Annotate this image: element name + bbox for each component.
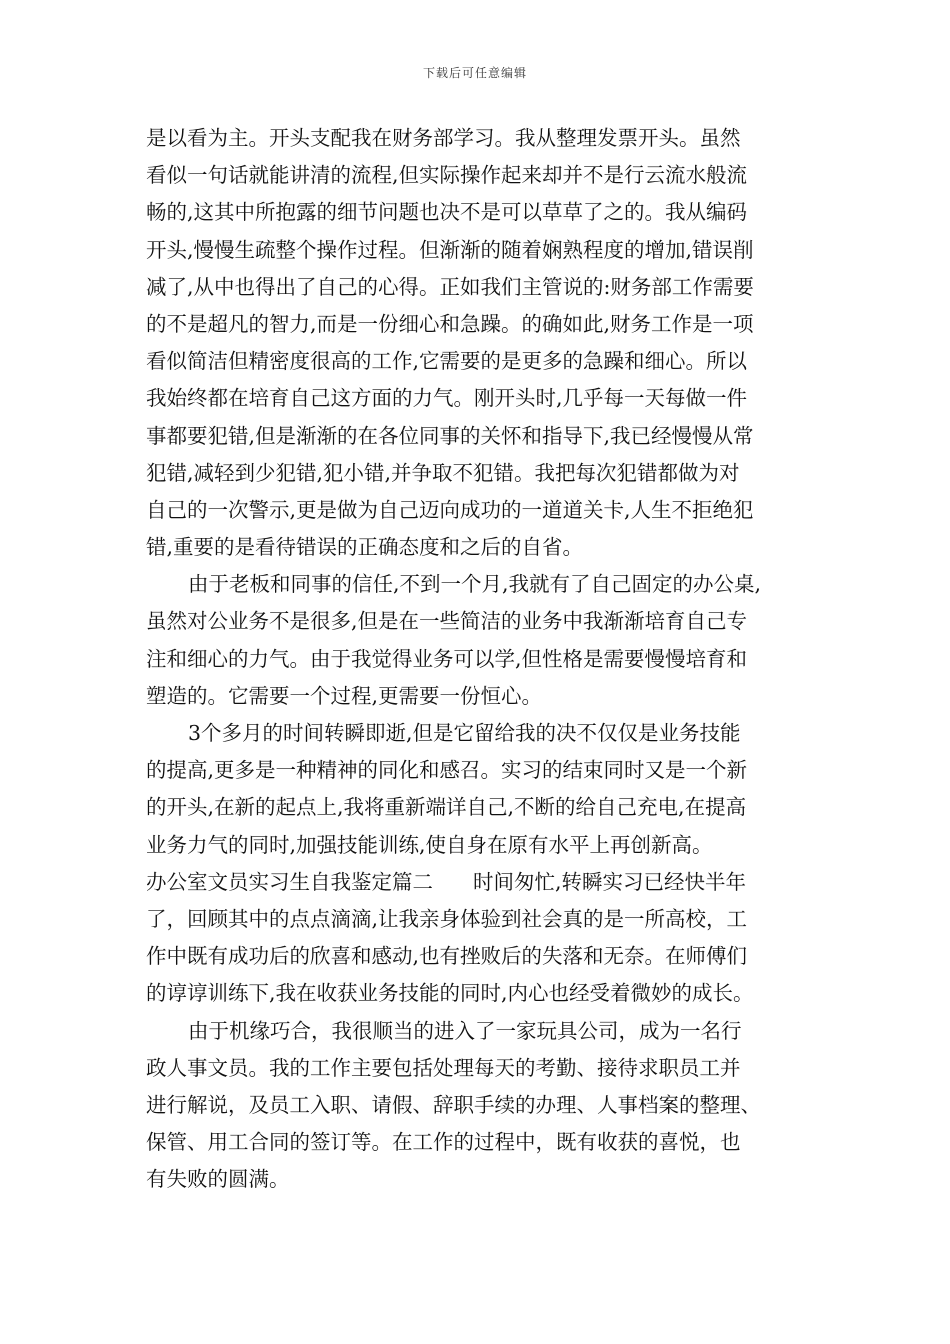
- text-line: 犯错,减轻到少犯错,犯小错,并争取不犯错。我把每次犯错都做为对: [146, 460, 740, 485]
- text-line: 注和细心的力气。由于我觉得业务可以学,但性格是需要慢慢培育和: [146, 646, 748, 671]
- text-line: 政人事文员。我的工作主要包括处理每天的考勤、接待求职员工并: [146, 1055, 741, 1080]
- text-line: 畅的,这其中所抱露的细节问题也决不是可以草草了之的。我从编码: [146, 200, 748, 225]
- text-line: 保管、用工合同的签订等。在工作的过程中，既有收获的喜悦，也: [146, 1130, 741, 1155]
- text-line: 的不是超凡的智力,而是一份细心和急躁。的确如此,财务工作是一项: [146, 311, 754, 336]
- text-line: 的谆谆训练下,我在收获业务技能的同时,内心也经受着微妙的成长。: [146, 981, 754, 1006]
- text-line: 由于老板和同事的信任,不到一个月,我就有了自己固定的办公桌,: [188, 572, 762, 597]
- paragraph-block-1: [146, 120, 806, 864]
- text-line: 自己的一次警示,更是做为自己迈向成功的一道道关卡,人生不拒绝犯: [146, 497, 754, 522]
- text-line: 减了,从中也得出了自己的心得。正如我们主管说的:财务部工作需要: [146, 274, 754, 299]
- text-line: 的开头,在新的起点上,我将重新端详自己,不断的给自己充电,在提高: [146, 795, 747, 820]
- text-line: 进行解说，及员工入职、请假、辞职手续的办理、人事档案的整理、: [146, 1092, 761, 1117]
- section-heading-line: [146, 864, 806, 901]
- text-line: 业务力气的同时,加强技能训练,使自身在原有水平上再创新高。: [146, 832, 713, 857]
- text-line: 开头,慢慢生疏整个操作过程。但渐渐的随着娴熟程度的增加,错误削: [146, 237, 754, 262]
- text-line: 看似简洁但精密度很高的工作,它需要的是更多的急躁和细心。所以: [146, 349, 748, 374]
- text-line: 3个多月的时间转瞬即逝,但是它留给我的决不仅仅是业务技能: [188, 721, 741, 745]
- text-line: 虽然对公业务不是很多,但是在一些简洁的业务中我渐渐培育自己专: [146, 609, 748, 634]
- page-header-note: 下载后可任意编辑: [422, 66, 527, 80]
- text-line: 了，回顾其中的点点滴滴,让我亲身体验到社会真的是一所高校，工: [146, 906, 748, 931]
- text-line: 看似一句话就能讲清的流程,但实际操作起来却并不是行云流水般流: [146, 163, 748, 188]
- section-first-line: 时间匆忙,转瞬实习已经快半年: [473, 869, 747, 894]
- text-line: 塑造的。它需要一个过程,更需要一份恒心。: [146, 683, 543, 708]
- text-line: 作中既有成功后的欣喜和感动,也有挫败后的失落和无奈。在师傅们: [146, 944, 748, 969]
- text-line: 事都要犯错,但是渐渐的在各位同事的关怀和指导下,我已经慢慢从常: [146, 423, 754, 448]
- text-line: 的提高,更多是一种精神的同化和感召。实习的结束同时又是一个新: [146, 758, 748, 783]
- text-line: 错,重要的是看待错误的正确态度和之后的自省。: [146, 535, 584, 560]
- document-body: [146, 120, 806, 1198]
- text-line: 有失败的圆满。: [146, 1167, 290, 1192]
- text-line: 是以看为主。开头支配我在财务部学习。我从整理发票开头。虽然: [146, 126, 741, 150]
- text-line: 我始终都在培育自己这方面的力气。刚开头时,几乎每一天每做一件: [146, 386, 748, 411]
- text-line: 由于机缘巧合，我很顺当的进入了一家玩具公司，成为一名行: [188, 1018, 742, 1043]
- paragraph-block-2: [146, 901, 806, 1199]
- section-heading: 办公室文员实习生自我鉴定篇二: [146, 869, 433, 894]
